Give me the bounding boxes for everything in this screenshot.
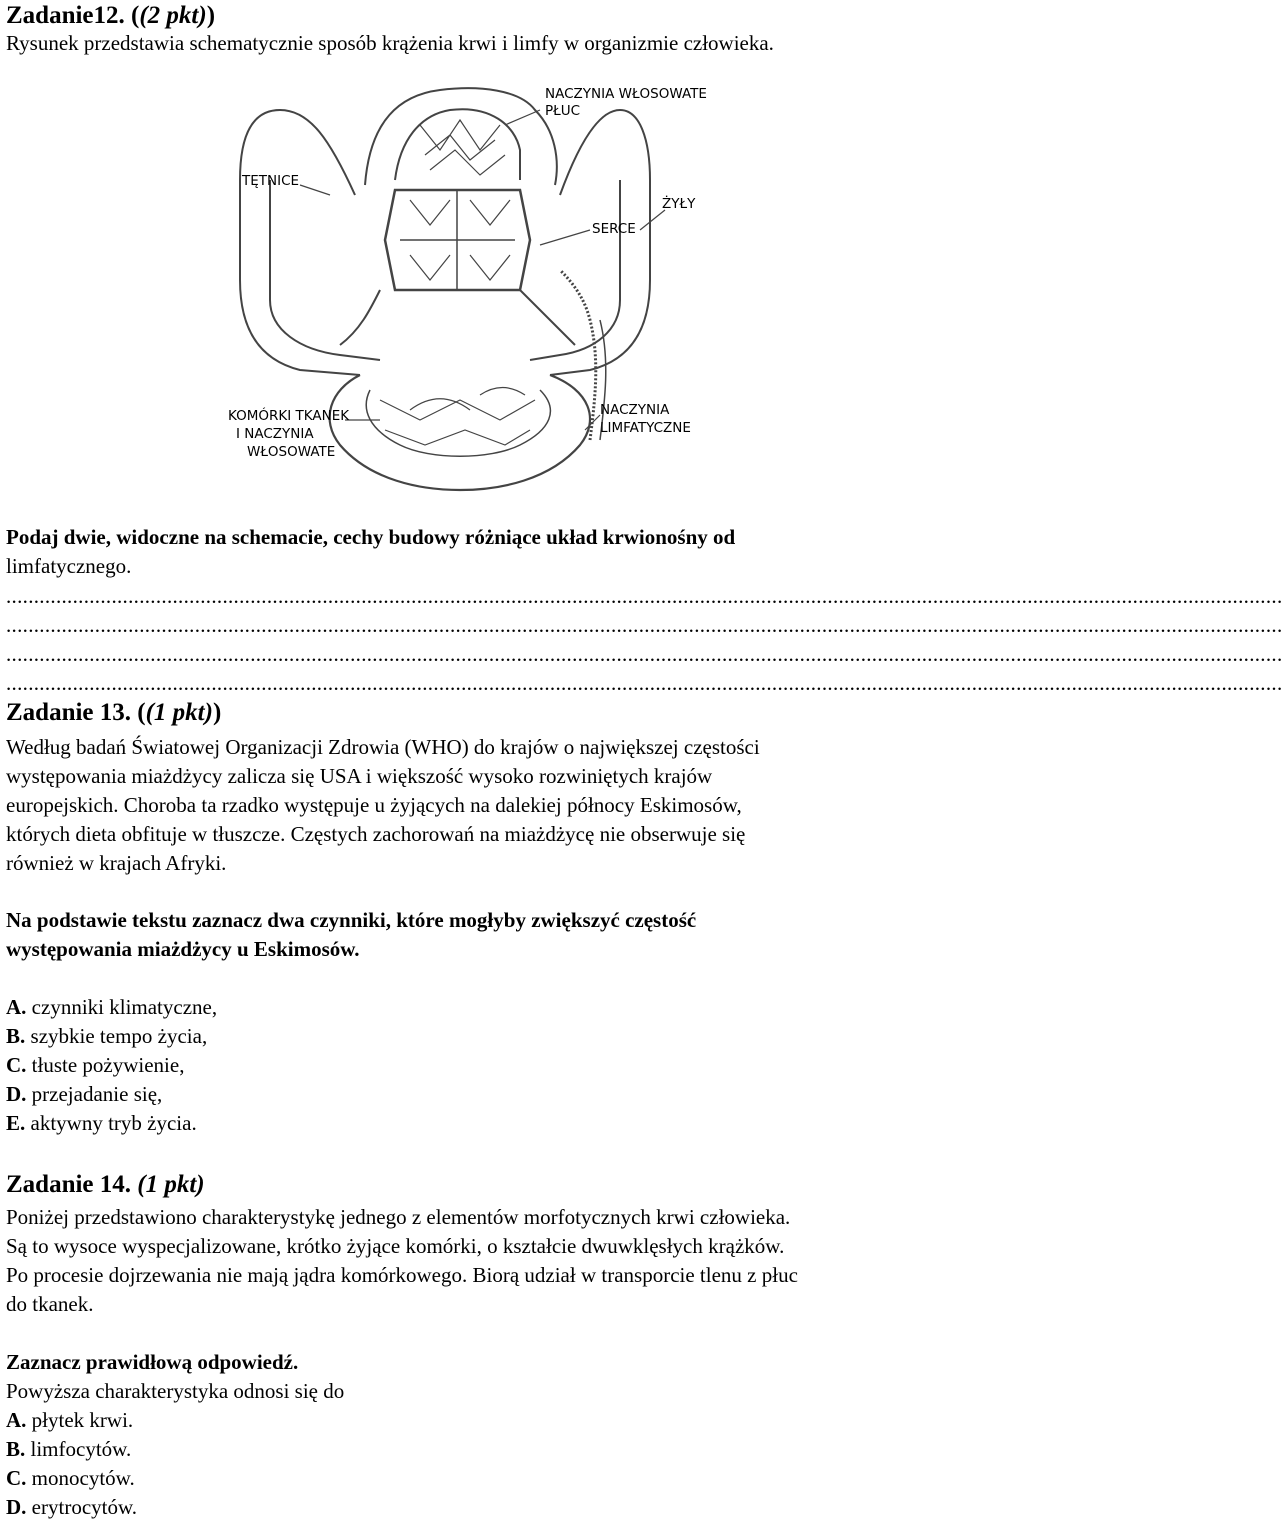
- task12-points: ((2 pkt)): [131, 2, 216, 29]
- task14-instruction: Zaznacz prawidłową odpowiedź.: [6, 1350, 299, 1374]
- leader-lung: [505, 110, 540, 125]
- option-text: tłuste pożywienie,: [26, 1053, 185, 1077]
- label-lung-capillaries-2: PŁUC: [545, 103, 581, 119]
- task13-option-d[interactable]: [6, 1080, 162, 1109]
- task12-question-line1: Podaj dwie, widoczne na schemacie, cechy budowy różniące układ krwionośny od: [6, 525, 736, 549]
- task13-option-c[interactable]: [6, 1051, 184, 1080]
- task13-text-line: których dieta obfituje w tłuszcze. Częstych zachorowań na miażdżycę nie obserwuje się: [6, 822, 746, 846]
- option-letter: D.: [6, 1495, 27, 1519]
- task14-points-text: (1 pkt): [137, 1171, 205, 1198]
- answer-line-3[interactable]: ......................................................................................................................................................................................................................................: [6, 642, 1283, 666]
- systemic-artery-inner: [270, 180, 380, 360]
- option-letter: D.: [6, 1082, 27, 1106]
- option-text: aktywny tryb życia.: [25, 1111, 197, 1135]
- task14-text-line: Są to wysoce wyspecjalizowane, krótko żyjące komórki, o kształcie dwuwklęsłych krążków.: [6, 1234, 785, 1258]
- heart-chambers: [400, 190, 515, 290]
- task13-title: Zadanie 13.: [6, 699, 132, 726]
- option-text: przejadanie się,: [26, 1082, 163, 1106]
- option-text: limfocytów.: [25, 1437, 132, 1461]
- pulmonary-vein-loop: [560, 110, 650, 280]
- option-text: czynniki klimatyczne,: [26, 995, 218, 1019]
- task13-option-b[interactable]: [6, 1022, 207, 1051]
- task13-text-line: występowania miażdżycy zalicza się USA i większość wysoko rozwiniętych krajów: [6, 764, 713, 788]
- label-tissue-2: I NACZYNIA: [236, 426, 314, 442]
- task14-stem: Powyższa charakterystyka odnosi się do: [6, 1379, 345, 1403]
- label-heart: SERCE: [592, 221, 636, 237]
- tissue-capillary-inner: [366, 390, 550, 456]
- label-lung-capillaries-1: NACZYNIA WŁOSOWATE: [545, 86, 707, 102]
- label-veins: ŻYŁY: [662, 196, 696, 212]
- tissue-capillary-mesh: [380, 388, 535, 446]
- lung-capillary-outer: [365, 88, 557, 185]
- task14-points: [137, 1171, 204, 1198]
- task12-question-line2: limfatycznego.: [6, 554, 132, 578]
- lung-capillary-mesh: [420, 120, 505, 175]
- task14-option-a[interactable]: [6, 1406, 133, 1435]
- circulation-diagram: [0, 80, 960, 500]
- task12-points-text: (2 pkt): [139, 2, 207, 29]
- pulmonary-artery-loop: [240, 110, 355, 280]
- label-lymph-1: NACZYNIA: [600, 402, 670, 418]
- leader-arteries: [300, 185, 330, 195]
- answer-line-4[interactable]: ......................................................................................................................................................................................................................................: [6, 671, 1283, 695]
- label-lymph-2: LIMFATYCZNE: [600, 420, 691, 436]
- option-letter: E.: [6, 1111, 26, 1135]
- label-tissue-1: KOMÓRKI TKANEK: [228, 408, 350, 424]
- task14-heading: [6, 1169, 205, 1201]
- task12-title: Zadanie12.: [6, 2, 125, 29]
- option-text: monocytów.: [26, 1466, 135, 1490]
- task13-heading: [6, 697, 221, 729]
- task13-text-line: Według badań Światowej Organizacji Zdrowia (WHO) do krajów o największej częstości: [6, 735, 760, 759]
- answer-line-1[interactable]: ......................................................................................................................................................................................................................................: [6, 584, 1283, 608]
- task14-text-line: Poniżej przedstawiono charakterystykę jednego z elementów morfotycznych krwi człowieka.: [6, 1205, 791, 1229]
- task14-option-b[interactable]: [6, 1435, 131, 1464]
- option-letter: C.: [6, 1466, 27, 1490]
- leader-veins: [640, 210, 665, 230]
- option-letter: C.: [6, 1053, 27, 1077]
- task12-heading: [6, 0, 215, 32]
- option-letter: A.: [6, 1408, 27, 1432]
- systemic-artery: [240, 280, 360, 375]
- option-letter: B.: [6, 1024, 26, 1048]
- task14-option-d[interactable]: [6, 1493, 137, 1522]
- heart-connections: [340, 290, 575, 345]
- task14-text-line: do tkanek.: [6, 1292, 94, 1316]
- task13-text-line: europejskich. Choroba ta rzadko występuje u żyjących na dalekiej północy Eskimosów,: [6, 793, 742, 817]
- task13-question-line: występowania miażdżycy u Eskimosów.: [6, 937, 360, 961]
- task13-points-text: (1 pkt): [145, 699, 213, 726]
- task13-question-line: Na podstawie tekstu zaznacz dwa czynniki, które mogłyby zwiększyć częstość: [6, 908, 697, 932]
- option-text: erytrocytów.: [26, 1495, 138, 1519]
- option-letter: B.: [6, 1437, 26, 1461]
- task14-text-line: Po procesie dojrzewania nie mają jądra komórkowego. Biorą udział w transporcie tlenu z płuc: [6, 1263, 798, 1287]
- task13-option-a[interactable]: [6, 993, 217, 1022]
- leader-heart: [540, 230, 590, 245]
- answer-line-2[interactable]: ......................................................................................................................................................................................................................................: [6, 613, 1283, 637]
- task13-text-line: również w krajach Afryki.: [6, 851, 227, 875]
- task12-intro: Rysunek przedstawia schematycznie sposób krążenia krwi i limfy w organizmie człowieka.: [6, 31, 774, 55]
- task14-title: Zadanie 14.: [6, 1171, 132, 1198]
- option-letter: A.: [6, 995, 27, 1019]
- task13-option-e[interactable]: [6, 1109, 197, 1138]
- label-arteries: TĘTNICE: [242, 173, 300, 189]
- label-tissue-3: WŁOSOWATE: [247, 444, 336, 460]
- systemic-vein-inner: [530, 180, 620, 360]
- task14-option-c[interactable]: [6, 1464, 135, 1493]
- option-text: szybkie tempo życia,: [25, 1024, 208, 1048]
- option-text: płytek krwi.: [26, 1408, 134, 1432]
- systemic-vein: [550, 280, 650, 375]
- task13-points: ((1 pkt)): [137, 699, 222, 726]
